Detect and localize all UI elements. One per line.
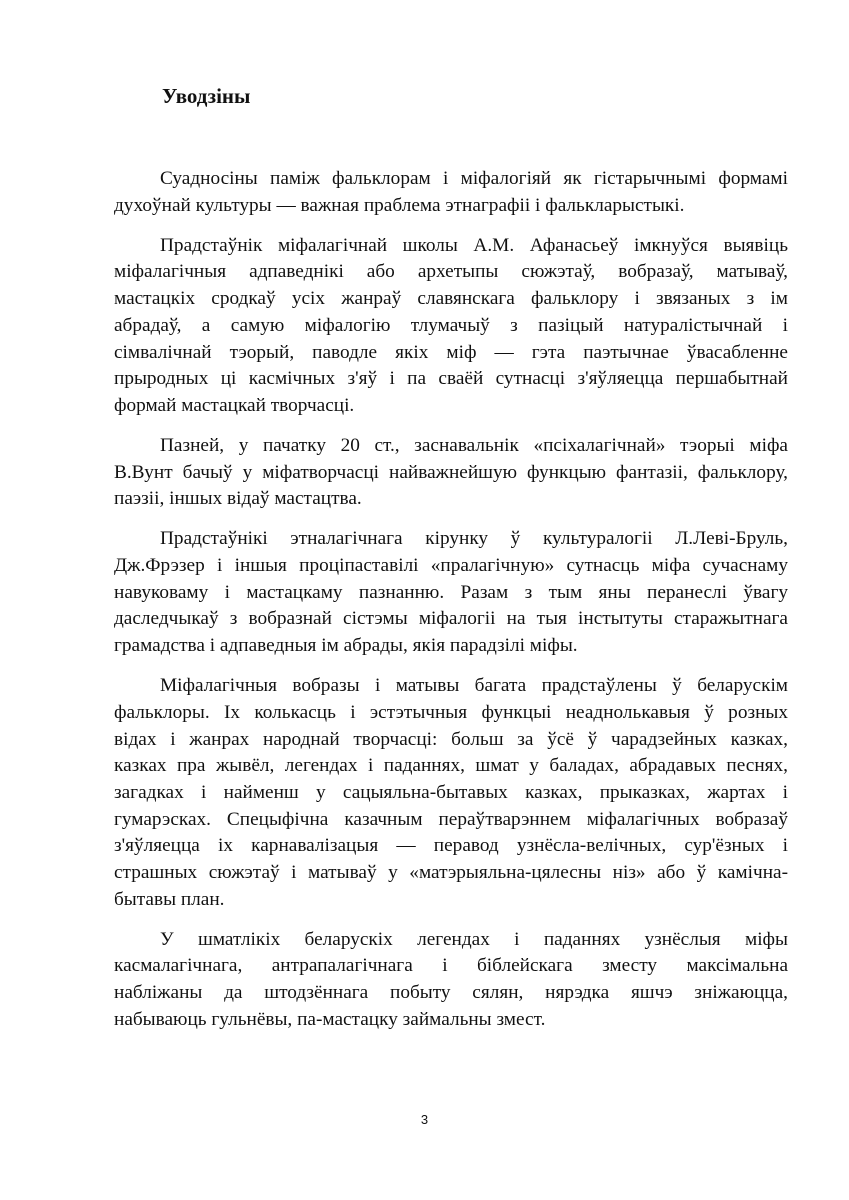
paragraph-line: казках пра жывёл, легендах і паданнях, шмат у баладах, абрадавых песнях, <box>114 755 788 777</box>
paragraph-line: В.Вунт бачыў у міфатворчасці найважнейшую функцыю фантазіі, фальклору, <box>114 461 788 483</box>
paragraph <box>114 927 788 1034</box>
paragraph-line: бытавы план. <box>114 888 225 910</box>
document-body <box>114 166 788 1047</box>
paragraph-line: Суадносіны паміж фальклорам і міфалогіяй як гістарычнымі формамі <box>160 168 788 189</box>
paragraph-line: Дж.Фрэзер і іншыя проціпаставілі «пралагічную» сутнасць міфа сучаснаму <box>114 555 788 577</box>
section-heading: Уводзіны <box>162 84 251 108</box>
paragraph-line: грамадства і адпаведныя ім абрады, якія парадзілі міфы. <box>114 635 578 657</box>
paragraph <box>114 526 788 660</box>
paragraph <box>114 166 788 219</box>
paragraph <box>114 233 788 420</box>
paragraph-line: паэзіі, іншых відаў мастацтва. <box>114 488 362 510</box>
paragraph <box>114 673 788 913</box>
paragraph-line: набліжаны да штодзённага побыту сялян, нярэдка яшчэ зніжаюцца, <box>114 982 788 1004</box>
paragraph-line: набываюць гульнёвы, па-мастацку займальны змест. <box>114 1008 546 1030</box>
paragraph-line: сімвалічнай тэорый, паводле якіх міф — гэта паэтычнае ўвасабленне <box>114 341 788 363</box>
paragraph-line: касмалагічнага, антрапалагічнага і біблейскага зместу максімальна <box>114 955 788 977</box>
paragraph-line: формай мастацкай творчасці. <box>114 394 355 416</box>
paragraph-line: прыродных ці касмічных з'яў і па сваёй сутнасці з'яўляецца першабытнай <box>114 368 788 390</box>
paragraph-line: гумарэсках. Спецыфічна казачным пераўтварэннем міфалагічных вобразаў <box>114 808 788 830</box>
paragraph-line: Міфалагічныя вобразы і матывы багата прадстаўлены ў беларускім <box>160 675 788 697</box>
paragraph-line: з'яўляецца іх карнавалізацыя — перавод узнёсла-велічных, сур'ёзных і <box>114 835 788 857</box>
paragraph-line: мастацкіх сродкаў усіх жанраў славянскага фальклору і звязаных з ім <box>114 288 788 310</box>
paragraph-line: відах і жанрах народнай творчасці: больш за ўсё ў чарадзейных казках, <box>114 728 788 750</box>
paragraph-line: загадках і найменш у сацыяльна-бытавых казках, прыказках, жартах і <box>114 781 788 803</box>
paragraph-line: міфалагічныя адпаведнікі або архетыпы сюжэтаў, вобразаў, матываў, <box>114 261 788 283</box>
paragraph-line: навуковаму і мастацкаму пазнанню. Разам з тым яны перанеслі ўвагу <box>114 581 788 603</box>
paragraph-line: Пазней, у пачатку 20 ст., заснавальнік «псіхалагічнай» тэорыі міфа <box>160 434 788 456</box>
paragraph-line: фальклоры. Іх колькасць і эстэтычныя функцыі неаднолькавыя ў розных <box>114 701 788 723</box>
paragraph-line: духоўнай культуры — важная праблема этнаграфіі і фалькларыстыкі. <box>114 194 685 216</box>
paragraph-line: даследчыкаў з вобразнай сістэмы міфалогіі на тыя інстытуты старажытнага <box>114 608 788 630</box>
paragraph <box>114 433 788 513</box>
paragraph-line: страшных сюжэтаў і матываў у «матэрыяльна-цялесны ніз» або ў камічна- <box>114 862 788 884</box>
paragraph-line: Прадстаўнікі этналагічнага кірунку ў культуралогіі Л.Леві-Бруль, <box>160 528 788 550</box>
paragraph-line: абрадаў, а самую міфалогію тлумачыў з пазіцый натуралістычнай і <box>114 314 788 336</box>
paragraph-line: У шматлікіх беларускіх легендах і паданнях узнёслыя міфы <box>160 928 788 950</box>
page-number: 3 <box>420 1112 429 1127</box>
paragraph-line: Прадстаўнік міфалагічнай школы А.М. Афанасьеў імкнуўся выявіць <box>160 234 788 256</box>
